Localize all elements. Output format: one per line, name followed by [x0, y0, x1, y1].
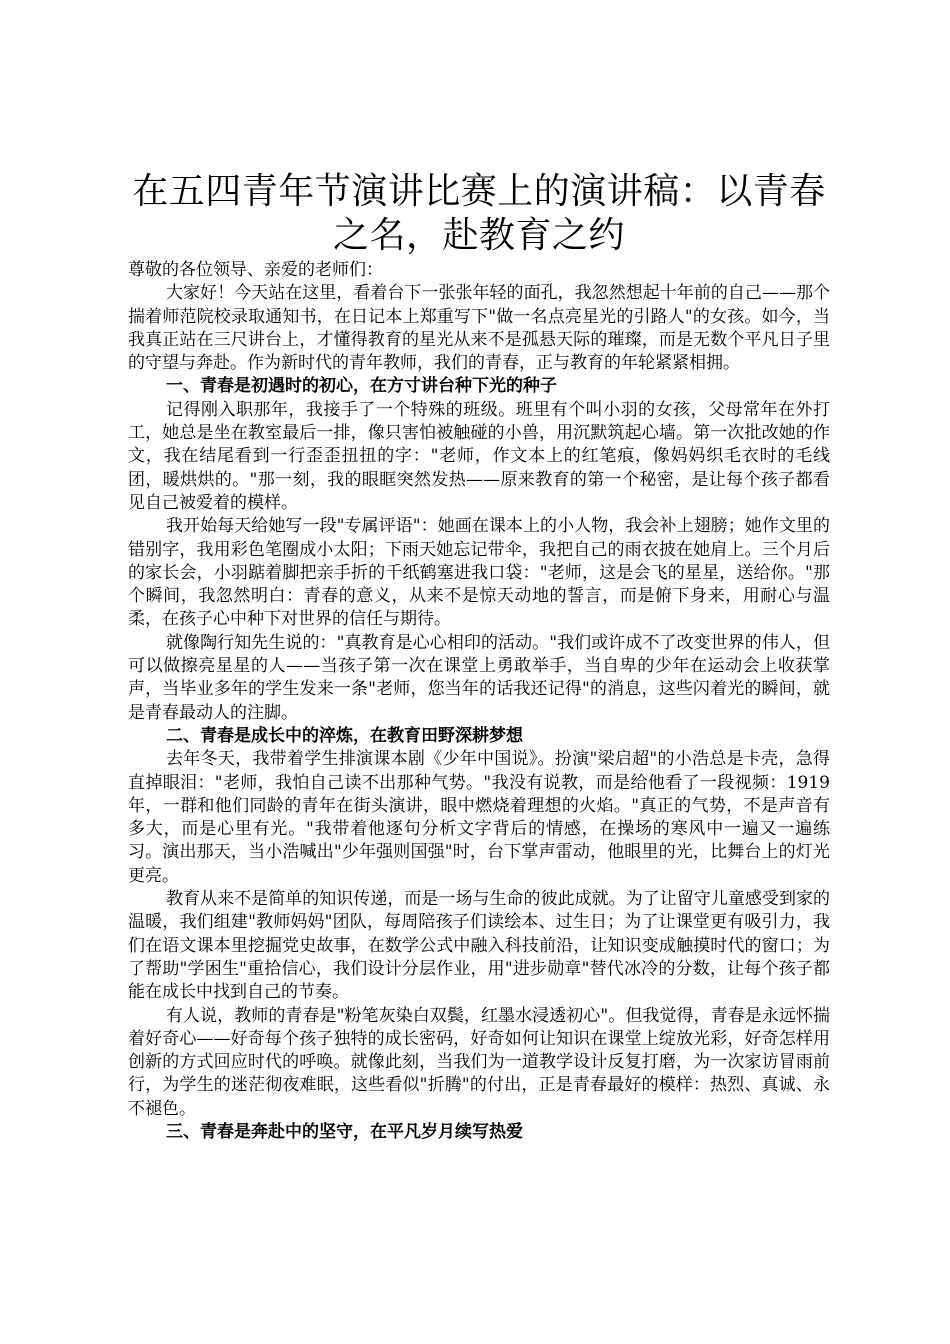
section-heading-1: 一、青春是初遇时的初心，在方寸讲台种下光的种子	[166, 376, 557, 397]
paragraph-2-3: 有人说，教师的青春是"粉笔灰染白双鬓，红墨水浸透初心"。但我觉得，青春是永远怀揣着好奇心——好奇每个孩子独特的成长密码，好奇如何让知识在课堂上绽放光彩，好奇怎样用创新的方式回应时代的呼唤。就像此刻，当我们为一道教学设计反复打磨，为一次家访冒雨前行，为学生的迷茫彻夜难眠，这些看似"折腾"的付出，正是青春最好的模样：热烈、真诚、永不褪色。	[128, 1005, 830, 1119]
document-page	[128, 170, 830, 1144]
paragraph-1-3: 就像陶行知先生说的："真教育是心心相印的活动。"我们或许成不了改变世界的伟人，但可以做擦亮星星的人——当孩子第一次在课堂上勇敢举手，当自卑的少年在运动会上收获掌声，当毕业多年的学生发来一条"老师，您当年的话我还记得"的消息，这些闪着光的瞬间，就是青春最动人的注脚。	[128, 632, 830, 723]
salutation: 尊敬的各位领导、亲爱的老师们：	[128, 260, 383, 280]
paragraph-intro: 大家好！今天站在这里，看着台下一张张年轻的面孔，我忽然想起十年前的自己——那个揣着师范院校录取通知书，在日记本上郑重写下"做一名点亮星光的引路人"的女孩。如今，当我真正站在三尺讲台上，才懂得教育的星光从来不是孤悬天际的璀璨，而是无数个平凡日子里的守望与奔赴。作为新时代的青年教师，我们的青春，正与教育的年轮紧紧相拥。	[128, 283, 830, 374]
paragraph-1-1: 记得刚入职那年，我接手了一个特殊的班级。班里有个叫小羽的女孩，父母常年在外打工，她总是坐在教室最后一排，像只害怕被触碰的小兽，用沉默筑起心墙。第一次批改她的作文，我在结尾看到一行歪歪扭扭的字："老师，作文本上的红笔痕，像妈妈织毛衣时的毛线团，暖烘烘的。"那一刻，我的眼眶突然发热——原来教育的第一个秘密，是让每个孩子都看见自己被爱着的模样。	[128, 399, 830, 513]
paragraph-2-1: 去年冬天，我带着学生排演课本剧《少年中国说》。扮演"梁启超"的小浩总是卡壳，急得直掉眼泪："老师，我怕自己读不出那种气势。"我没有说教，而是给他看了一段视频：1919年，一群和他们同龄的青年在街头演讲，眼中燃烧着理想的火焰。"真正的气势，不是声音有多大，而是心里有光。"我带着他逐句分析文字背后的情感，在操场的寒风中一遍又一遍练习。演出那天，当小浩喊出"少年强则国强"时，台下掌声雷动，他眼里的光，比舞台上的灯光更亮。	[128, 749, 830, 886]
document-title: 在五四青年节演讲比赛上的演讲稿：以青春之名，赴教育之约	[132, 171, 826, 256]
section-heading-2: 二、青春是成长中的淬炼，在教育田野深耕梦想	[166, 725, 523, 746]
section-heading-3: 三、青春是奔赴中的坚守，在平凡岁月续写热爱	[166, 1121, 523, 1142]
paragraph-1-2: 我开始每天给她写一段"专属评语"：她画在课本上的小人物，我会补上翅膀；她作文里的错别字，我用彩色笔圈成小太阳；下雨天她忘记带伞，我把自己的雨衣披在她肩上。三个月后的家长会，小羽踮着脚把亲手折的千纸鹤塞进我口袋："老师，这是会飞的星星，送给你。"那个瞬间，我忽然明白：青春的意义，从来不是惊天动地的誓言，而是俯下身来，用耐心与温柔，在孩子心中种下对世界的信任与期待。	[128, 516, 830, 630]
paragraph-2-2: 教育从来不是简单的知识传递，而是一场与生命的彼此成就。为了让留守儿童感受到家的温暖，我们组建"教师妈妈"团队，每周陪孩子们读绘本、过生日；为了让课堂更有吸引力，我们在语文课本里挖掘党史故事，在数学公式中融入科技前沿，让知识变成触摸时代的窗口；为了帮助"学困生"重拾信心，我们设计分层作业，用"进步勋章"替代冰冷的分数，让每个孩子都能在成长中找到自己的节奏。	[128, 889, 830, 1003]
